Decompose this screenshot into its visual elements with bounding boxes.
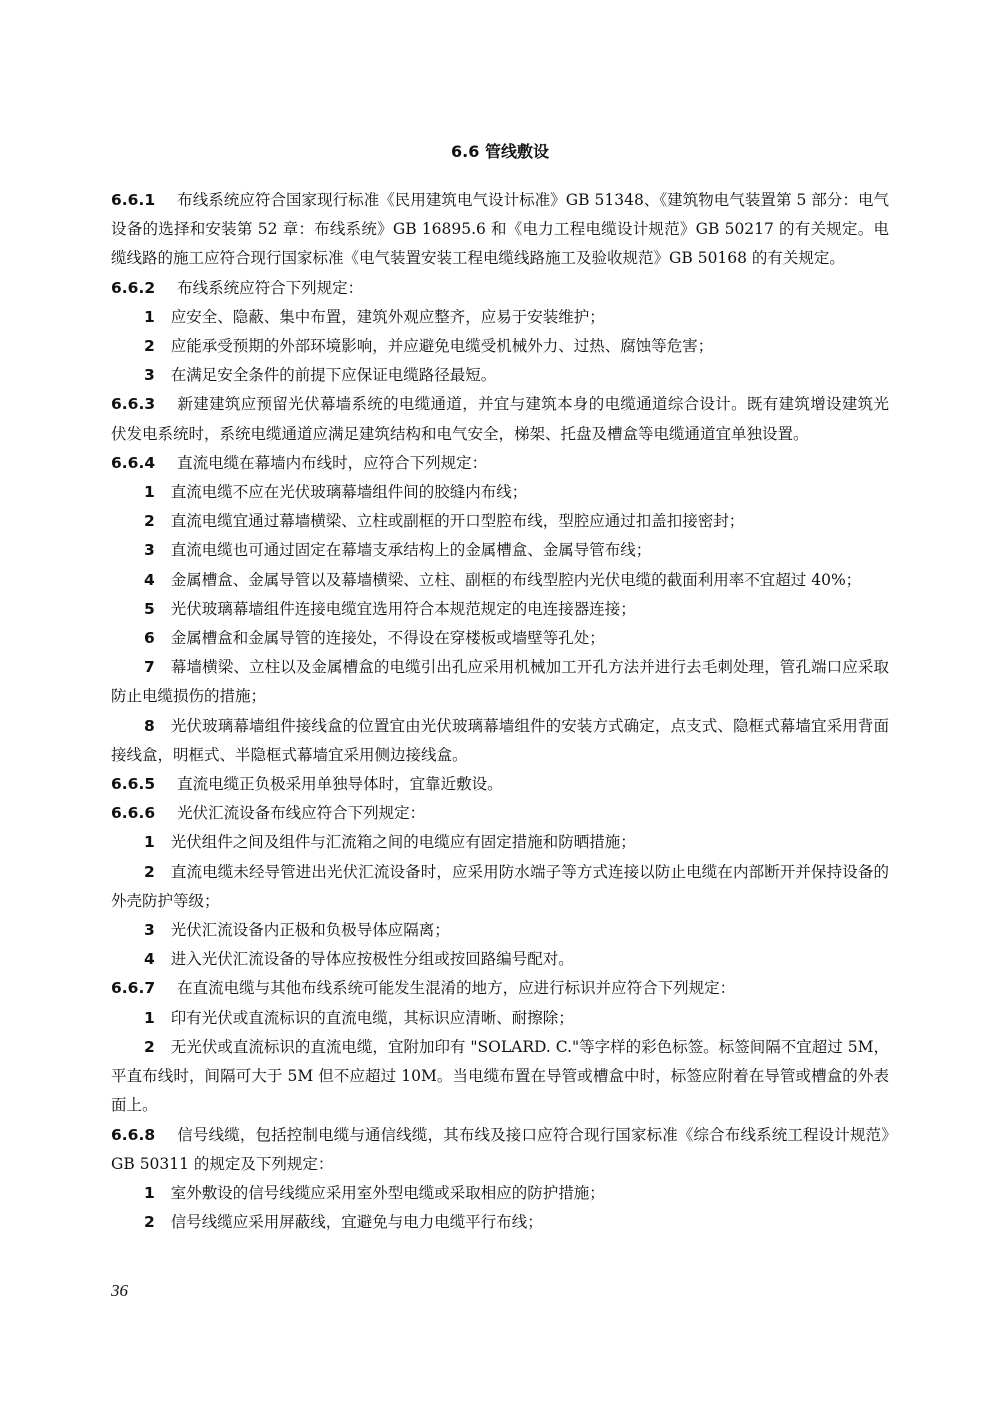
item-number: 1 [144,1008,155,1027]
item-number: 8 [144,716,155,735]
clause-6-6-4 [111,449,889,478]
item-number: 7 [144,658,155,677]
item-number: 3 [144,366,155,385]
item-number: 3 [144,541,155,560]
list-item [111,478,889,507]
clause-text: 光伏汇流设备布线应符合下列规定： [177,804,426,823]
item-number: 6 [144,629,155,648]
clause-6-6-6 [111,799,889,828]
item-text: 光伏玻璃幕墙组件连接电缆宜选用符合本规范规定的电连接器连接； [170,599,636,618]
item-number: 1 [144,833,155,852]
item-text: 信号线缆应采用屏蔽线，宜避免与电力电缆平行布线； [170,1213,543,1232]
clause-number: 6.6.7 [111,979,156,998]
item-number: 1 [144,483,155,502]
clause-number: 6.6.6 [111,804,156,823]
list-item [111,566,889,595]
clause-6-6-8 [111,1121,889,1179]
item-text: 幕墙横梁、立柱以及金属槽盒的电缆引出孔应采用机械加工开孔方法并进行去毛刺处理，管孔端口应采取防止电缆损伤的措施； [111,658,889,706]
clause-6-6-2 [111,274,889,303]
item-text: 直流电缆也可通过固定在幕墙支承结构上的金属槽盒、金属导管布线； [170,541,652,560]
list-item [111,653,889,711]
clause-number: 6.6.2 [111,278,156,297]
item-number: 2 [144,512,155,531]
item-text: 金属槽盒、金属导管以及幕墙横梁、立柱、副框的布线型腔内光伏电缆的截面利用率不宜超过 40%； [170,570,862,589]
item-number: 2 [144,862,155,881]
item-text: 金属槽盒和金属导管的连接处，不得设在穿楼板或墙壁等孔处； [170,629,605,648]
list-item [111,595,889,624]
clause-list [111,186,889,1237]
item-text: 印有光伏或直流标识的直流电缆，其标识应清晰、耐擦除； [170,1008,574,1027]
clause-6-6-3 [111,390,889,448]
item-text: 在满足安全条件的前提下应保证电缆路径最短。 [170,366,497,385]
list-item [111,945,889,974]
item-number: 3 [144,921,155,940]
item-number: 1 [144,1183,155,1202]
list-item [111,828,889,857]
clause-text: 在直流电缆与其他布线系统可能发生混淆的地方，应进行标识并应符合下列规定： [177,979,736,998]
clause-number: 6.6.4 [111,453,156,472]
list-item [111,361,889,390]
list-item [111,916,889,945]
list-item [111,536,889,565]
clause-text: 新建建筑应预留光伏幕墙系统的电缆通道，并宜与建筑本身的电缆通道综合设计。既有建筑增设建筑光伏发电系统时，系统电缆通道应满足建筑结构和电气安全，梯架、托盘及槽盒等电缆通道宜单独设置。 [111,395,889,443]
item-text: 光伏玻璃幕墙组件接线盒的位置宜由光伏玻璃幕墙组件的安装方式确定，点支式、隐框式幕墙宜采用背面接线盒，明框式、半隐框式幕墙宜采用侧边接线盒。 [111,716,889,764]
item-number: 2 [144,337,155,356]
clause-number: 6.6.8 [111,1125,156,1144]
clause-6-6-1 [111,186,889,274]
list-item [111,1033,889,1121]
item-number: 2 [144,1213,155,1232]
clause-6-6-5 [111,770,889,799]
item-number: 2 [144,1037,155,1056]
clause-number: 6.6.1 [111,191,156,209]
item-number: 5 [144,599,155,618]
list-item [111,858,889,916]
section-title: 6.6 管线敷设 [451,142,549,161]
item-number: 1 [144,307,155,326]
list-item [111,1004,889,1033]
item-text: 直流电缆宜通过幕墙横梁、立柱或副框的开口型腔布线，型腔应通过扣盖扣接密封； [170,512,745,531]
list-item [111,303,889,332]
item-text: 应安全、隐蔽、集中布置，建筑外观应整齐，应易于安装维护； [170,307,605,326]
clause-text: 布线系统应符合下列规定： [177,278,364,297]
clause-6-6-7 [111,974,889,1003]
item-text: 无光伏或直流标识的直流电缆，宜附加印有 "SOLARD. C."等字样的彩色标签。标签间隔不宜超过 5M，平直布线时，间隔可大于 5M 但不应超过 10M。当电缆布置在导管或槽盒中时，标签应附着在导管或槽盒的外表面上。 [111,1037,889,1115]
list-item [111,332,889,361]
list-item [111,712,889,770]
item-number: 4 [144,950,155,969]
item-text: 光伏组件之间及组件与汇流箱之间的电缆应有固定措施和防晒措施； [170,833,636,852]
clause-number: 6.6.3 [111,395,156,414]
clause-number: 6.6.5 [111,775,156,794]
list-item [111,507,889,536]
page-number: 36 [111,1281,128,1300]
clause-text: 直流电缆正负极采用单独导体时，宜靠近敷设。 [177,775,503,794]
item-text: 应能承受预期的外部环境影响，并应避免电缆受机械外力、过热、腐蚀等危害； [170,337,714,356]
item-text: 直流电缆未经导管进出光伏汇流设备时，应采用防水端子等方式连接以防止电缆在内部断开并保持设备的外壳防护等级； [111,862,889,910]
item-text: 进入光伏汇流设备的导体应按极性分组或按回路编号配对。 [170,950,574,969]
list-item [111,1179,889,1208]
clause-text: 布线系统应符合国家现行标准《民用建筑电气设计标准》GB 51348、《建筑物电气装置第 5 部分：电气设备的选择和安装第 52 章：布线系统》GB 16895.6 和《电力工程电缆设计规范》GB 50217 的有关规定。电缆线路的施工应符合现行国家标准《电气装置安装工程电缆线路施工及验收规范》GB 50168 的有关规定。 [111,191,889,268]
item-text: 室外敷设的信号线缆应采用室外型电缆或采取相应的防护措施； [170,1183,605,1202]
item-number: 4 [144,570,155,589]
item-text: 直流电缆不应在光伏玻璃幕墙组件间的胶缝内布线； [170,483,528,502]
list-item [111,624,889,653]
item-text: 光伏汇流设备内正极和负极导体应隔离； [170,921,450,940]
clause-text: 直流电缆在幕墙内布线时，应符合下列规定： [177,453,488,472]
clause-text: 信号线缆，包括控制电缆与通信线缆，其布线及接口应符合现行国家标准《综合布线系统工程设计规范》GB 50311 的规定及下列规定： [111,1125,889,1173]
list-item [111,1208,889,1237]
